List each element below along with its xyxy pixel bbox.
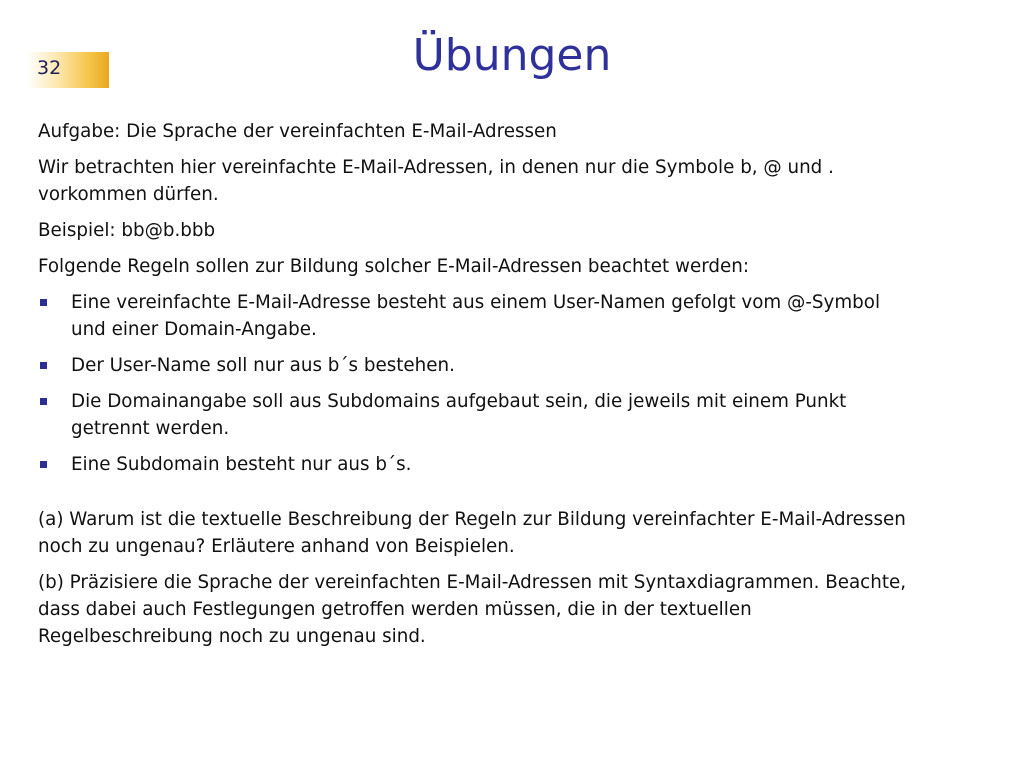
- intro-line-1: Wir betrachten hier vereinfachte E-Mail-Adressen, in denen nur die Symbole b, @ und .: [38, 157, 834, 178]
- rule-line-2: getrennt werden.: [71, 418, 230, 439]
- rule-line-1: Eine vereinfachte E-Mail-Adresse besteht aus einem User-Namen gefolgt vom @-Symbol: [71, 292, 881, 313]
- question-a: [38, 506, 998, 560]
- question-a-line-1: (a) Warum ist die textuelle Beschreibung der Regeln zur Bildung vereinfachter E-Mail-Adressen: [38, 509, 906, 530]
- page-number: 32: [37, 57, 62, 79]
- question-b-line-1: (b) Präzisiere die Sprache der vereinfachten E-Mail-Adressen mit Syntaxdiagrammen. Beachte,: [38, 572, 907, 593]
- question-b-line-2: dass dabei auch Festlegungen getroffen werden müssen, die in der textuellen: [38, 599, 752, 620]
- example-line: Beispiel: bb@b.bbb: [38, 220, 216, 241]
- rule-line-1: Die Domainangabe soll aus Subdomains aufgebaut sein, die jeweils mit einem Punkt: [71, 391, 847, 412]
- square-bullet-icon: [40, 362, 47, 369]
- spacer: [38, 487, 998, 506]
- slide-title: Übungen: [412, 30, 612, 81]
- rule-line-1: Eine Subdomain besteht nur aus b´s.: [71, 454, 412, 475]
- slide-content: [38, 118, 998, 659]
- list-item: [38, 352, 998, 379]
- question-a-line-2: noch zu ungenau? Erläutere anhand von Beispielen.: [38, 536, 515, 557]
- list-item: [38, 289, 998, 343]
- intro-line-2: vorkommen dürfen.: [38, 184, 219, 205]
- rule-line-1: Der User-Name soll nur aus b´s bestehen.: [71, 355, 455, 376]
- list-item: [38, 388, 998, 442]
- square-bullet-icon: [40, 461, 47, 468]
- question-b: [38, 569, 998, 650]
- rules-list: [38, 289, 998, 478]
- list-item: [38, 451, 998, 478]
- intro-paragraph: [38, 154, 998, 208]
- question-b-line-3: Regelbeschreibung noch zu ungenau sind.: [38, 626, 426, 647]
- square-bullet-icon: [40, 299, 47, 306]
- rules-intro: Folgende Regeln sollen zur Bildung solcher E-Mail-Adressen beachtet werden:: [38, 256, 749, 277]
- task-heading: Aufgabe: Die Sprache der vereinfachten E-Mail-Adressen: [38, 121, 557, 142]
- square-bullet-icon: [40, 398, 47, 405]
- rule-line-2: und einer Domain-Angabe.: [71, 319, 317, 340]
